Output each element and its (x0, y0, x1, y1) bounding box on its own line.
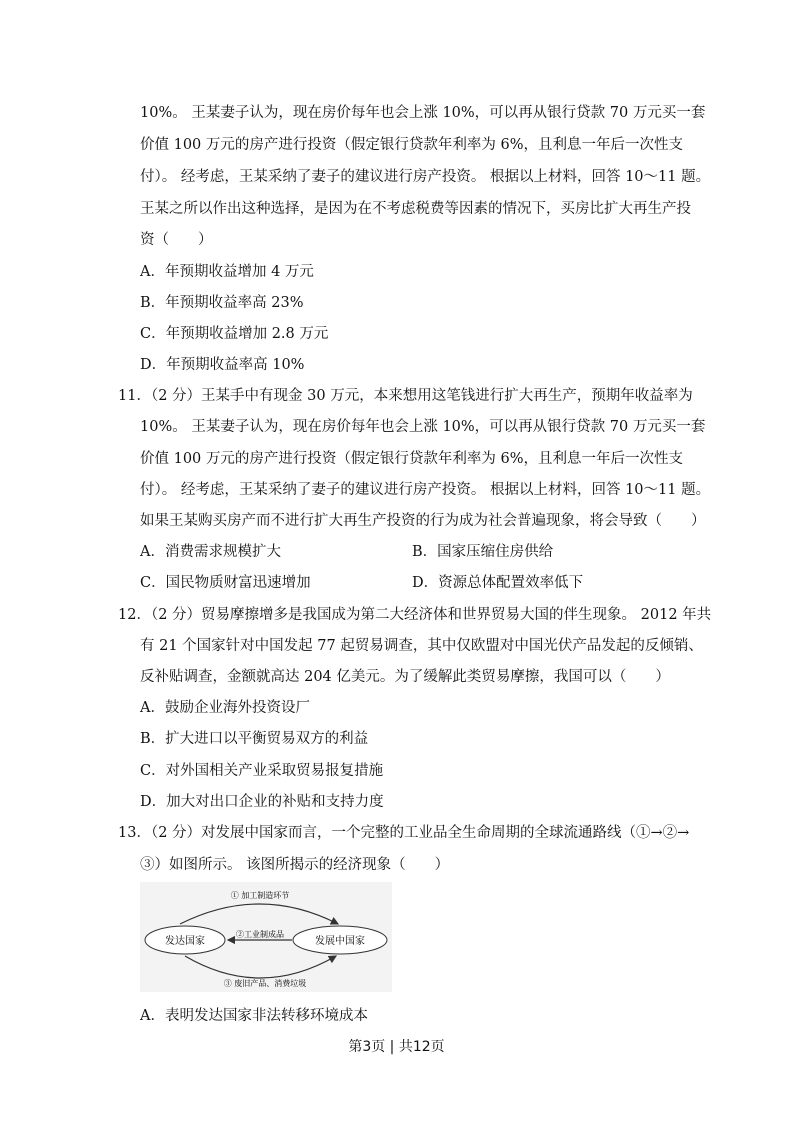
q12-option-b[interactable]: B．扩大进口以平衡贸易双方的利益 (140, 731, 369, 747)
q13-stem-line-2: ③）如图所示。 该图所揭示的经济现象（ ） (140, 857, 450, 873)
q10-option-a[interactable]: A．年预期收益增加 4 万元 (140, 264, 314, 280)
q10-option-b[interactable]: B．年预期收益率高 23% (140, 295, 304, 311)
arrow-bottom-label: ③ 废旧产品、消费垃圾 (223, 979, 307, 988)
arrow-top-label: ① 加工制造环节 (230, 891, 290, 900)
q11-option-d[interactable]: D．资源总体配置效率低下 (412, 575, 584, 591)
q12-stem-line-1: 12．（2 分）贸易摩擦增多是我国成为第二大经济体和世界贸易大国的伴生现象。 2012 年共 (118, 607, 712, 623)
q13-stem-line-1: 13．（2 分）对发展中国家而言，一个完整的工业品全生命周期的全球流通路线（①→②→ (118, 825, 690, 841)
q10-stem-line-1: 10%。 王某妻子认为，现在房价每年也会上涨 10%，可以再从银行贷款 70 万元买一套 (140, 105, 706, 121)
q12-stem-line-2: 有 21 个国家针对中国发起 77 起贸易调查，其中仅欧盟对中国光伏产品发起的反倾销、 (140, 638, 703, 654)
q10-stem-line-2: 价值 100 万元的房产进行投资（假定银行贷款年利率为 6%，且利息一年后一次性支 (140, 137, 684, 153)
q10-option-d[interactable]: D．年预期收益率高 10% (140, 357, 305, 373)
q11-option-c[interactable]: C．国民物质财富迅速增加 (140, 575, 311, 591)
arrow-middle-label: ②工业制成品 (236, 930, 284, 939)
q12-option-d[interactable]: D．加大对出口企业的补贴和支持力度 (140, 794, 384, 810)
q11-stem-line-2: 10%。 王某妻子认为，现在房价每年也会上涨 10%，可以再从银行贷款 70 万元买一套 (140, 419, 706, 435)
q11-option-b[interactable]: B．国家压缩住房供给 (412, 544, 554, 560)
page-footer: 第3页 | 共12页 (348, 1039, 445, 1055)
q10-stem-line-3: 付）。 经考虑，王某采纳了妻子的建议进行房产投资。 根据以上材料，回答 10～11 题。 (140, 169, 711, 185)
q11-stem-line-3: 价值 100 万元的房产进行投资（假定银行贷款年利率为 6%，且利息一年后一次性支 (140, 451, 684, 467)
q11-stem-line-5: 如果王某购买房产而不进行扩大再生产投资的行为成为社会普遍现象，将会导致（ ） (140, 513, 706, 529)
q10-option-c[interactable]: C．年预期收益增加 2.8 万元 (140, 326, 329, 342)
q10-stem-line-4: 王某之所以作出这种选择，是因为在不考虑税费等因素的情况下，买房比扩大再生产投 (140, 201, 691, 217)
q12-stem-line-3: 反补贴调查，金额就高达 204 亿美元。为了缓解此类贸易摩擦，我国可以（ ） (140, 669, 670, 685)
developing-country-label: 发展中国家 (315, 936, 365, 947)
q11-stem-line-4: 付）。 经考虑，王某采纳了妻子的建议进行房产投资。 根据以上材料，回答 10～11 题。 (140, 482, 711, 498)
q12-option-c[interactable]: C．对外国相关产业采取贸易报复措施 (140, 763, 384, 779)
q13-option-a[interactable]: A．表明发达国家非法转移环境成本 (140, 1008, 368, 1024)
q12-option-a[interactable]: A．鼓励企业海外投资设厂 (140, 700, 310, 716)
circulation-diagram (140, 882, 392, 992)
q10-stem-line-5: 资（ ） (140, 232, 213, 248)
developed-country-label: 发达国家 (165, 936, 205, 947)
q11-option-a[interactable]: A．消费需求规模扩大 (140, 544, 281, 560)
q11-stem-line-1: 11．（2 分）王某手中有现金 30 万元，本来想用这笔钱进行扩大再生产，预期年收益率为 (118, 388, 693, 404)
